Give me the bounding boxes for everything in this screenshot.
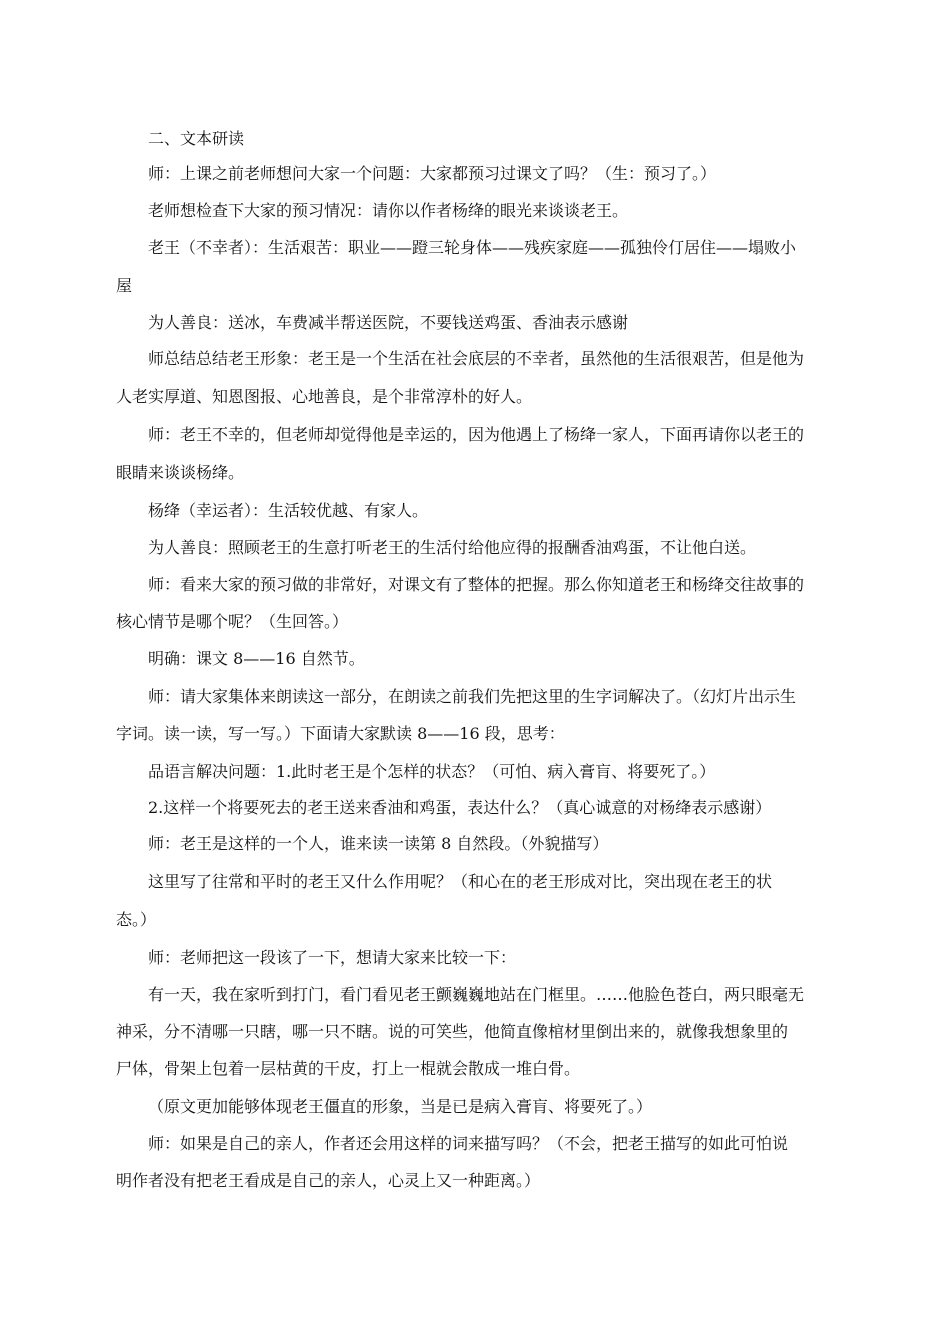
paragraph-line: 师：看来大家的预习做的非常好，对课文有了整体的把握。那么你知道老王和杨绛交往故事的	[148, 575, 805, 594]
paragraph-line: 这里写了往常和平时的老王又什么作用呢？（和心在的老王形成对比，突出现在老王的状	[148, 872, 773, 891]
paragraph-line: 师：老王不幸的，但老师却觉得他是幸运的，因为他遇上了杨绛一家人，下面再请你以老王的	[148, 425, 805, 444]
paragraph-line: 核心情节是哪个呢？（生回答。）	[116, 612, 349, 631]
paragraph-line: 2.这样一个将要死去的老王送来香油和鸡蛋，表达什么？（真心诚意的对杨绛表示感谢）	[148, 798, 772, 817]
paragraph-line: 神采，分不清哪一只瞎，哪一只不瞎。说的可笑些，他简直像棺材里倒出来的，就像我想象里的	[116, 1022, 789, 1041]
paragraph-line: 尸体，骨架上包着一层枯黄的干皮，打上一棍就会散成一堆白骨。	[116, 1059, 581, 1078]
paragraph-line: 屋	[116, 276, 133, 295]
paragraph-line: 字词。读一读，写一写。）下面请大家默读 8——16 段，思考：	[116, 724, 565, 743]
paragraph-line: 为人善良：送冰，车费减半帮送医院，不要钱送鸡蛋、香油表示感谢	[148, 313, 629, 332]
paragraph-line: 明确：课文 8——16 自然节。	[148, 649, 365, 668]
paragraph-line: 杨绛（幸运者）：生活较优越、有家人。	[148, 501, 429, 520]
paragraph-line: 师：上课之前老师想问大家一个问题：大家都预习过课文了吗？（生：预习了。）	[148, 164, 717, 183]
paragraph-line: 眼睛来谈谈杨绛。	[116, 463, 245, 482]
paragraph-line: 师：如果是自己的亲人，作者还会用这样的词来描写吗？（不会，把老王描写的如此可怕说	[148, 1134, 789, 1153]
paragraph-line: 明作者没有把老王看成是自己的亲人，心灵上又一种距离。）	[116, 1171, 541, 1190]
paragraph-line: 师：老王是这样的一个人，谁来读一读第 8 自然段。（外貌描写）	[148, 834, 609, 853]
paragraph-line: 师总结总结老王形象：老王是一个生活在社会底层的不幸者，虽然他的生活很艰苦，但是他为	[148, 349, 805, 368]
paragraph-line: 为人善良：照顾老王的生意打听老王的生活付给他应得的报酬香油鸡蛋，不让他白送。	[148, 538, 757, 557]
paragraph-line: 老王（不幸者）：生活艰苦：职业——蹬三轮身体——残疾家庭——孤独伶仃居住——塌败小	[148, 238, 797, 257]
paragraph-line: 品语言解决问题：1.此时老王是个怎样的状态？（可怕、病入膏肓、将要死了。）	[148, 762, 716, 781]
paragraph-line: 老师想检查下大家的预习情况：请你以作者杨绛的眼光来谈谈老王。	[148, 201, 629, 220]
section-heading: 二、文本研读	[148, 129, 245, 148]
paragraph-line: （原文更加能够体现老王僵直的形象，当是已是病入膏肓、将要死了。）	[148, 1097, 653, 1116]
paragraph-line: 有一天，我在家听到打门，看门看见老王颤巍巍地站在门框里。……他脸色苍白，两只眼毫无	[148, 985, 805, 1004]
paragraph-line: 态。）	[116, 910, 157, 929]
paragraph-line: 人老实厚道、知恩图报、心地善良，是个非常淳朴的好人。	[116, 387, 533, 406]
paragraph-line: 师：老师把这一段该了一下，想请大家来比较一下：	[148, 948, 517, 967]
paragraph-line: 师：请大家集体来朗读这一部分，在朗读之前我们先把这里的生字词解决了。（幻灯片出示生	[148, 687, 797, 706]
